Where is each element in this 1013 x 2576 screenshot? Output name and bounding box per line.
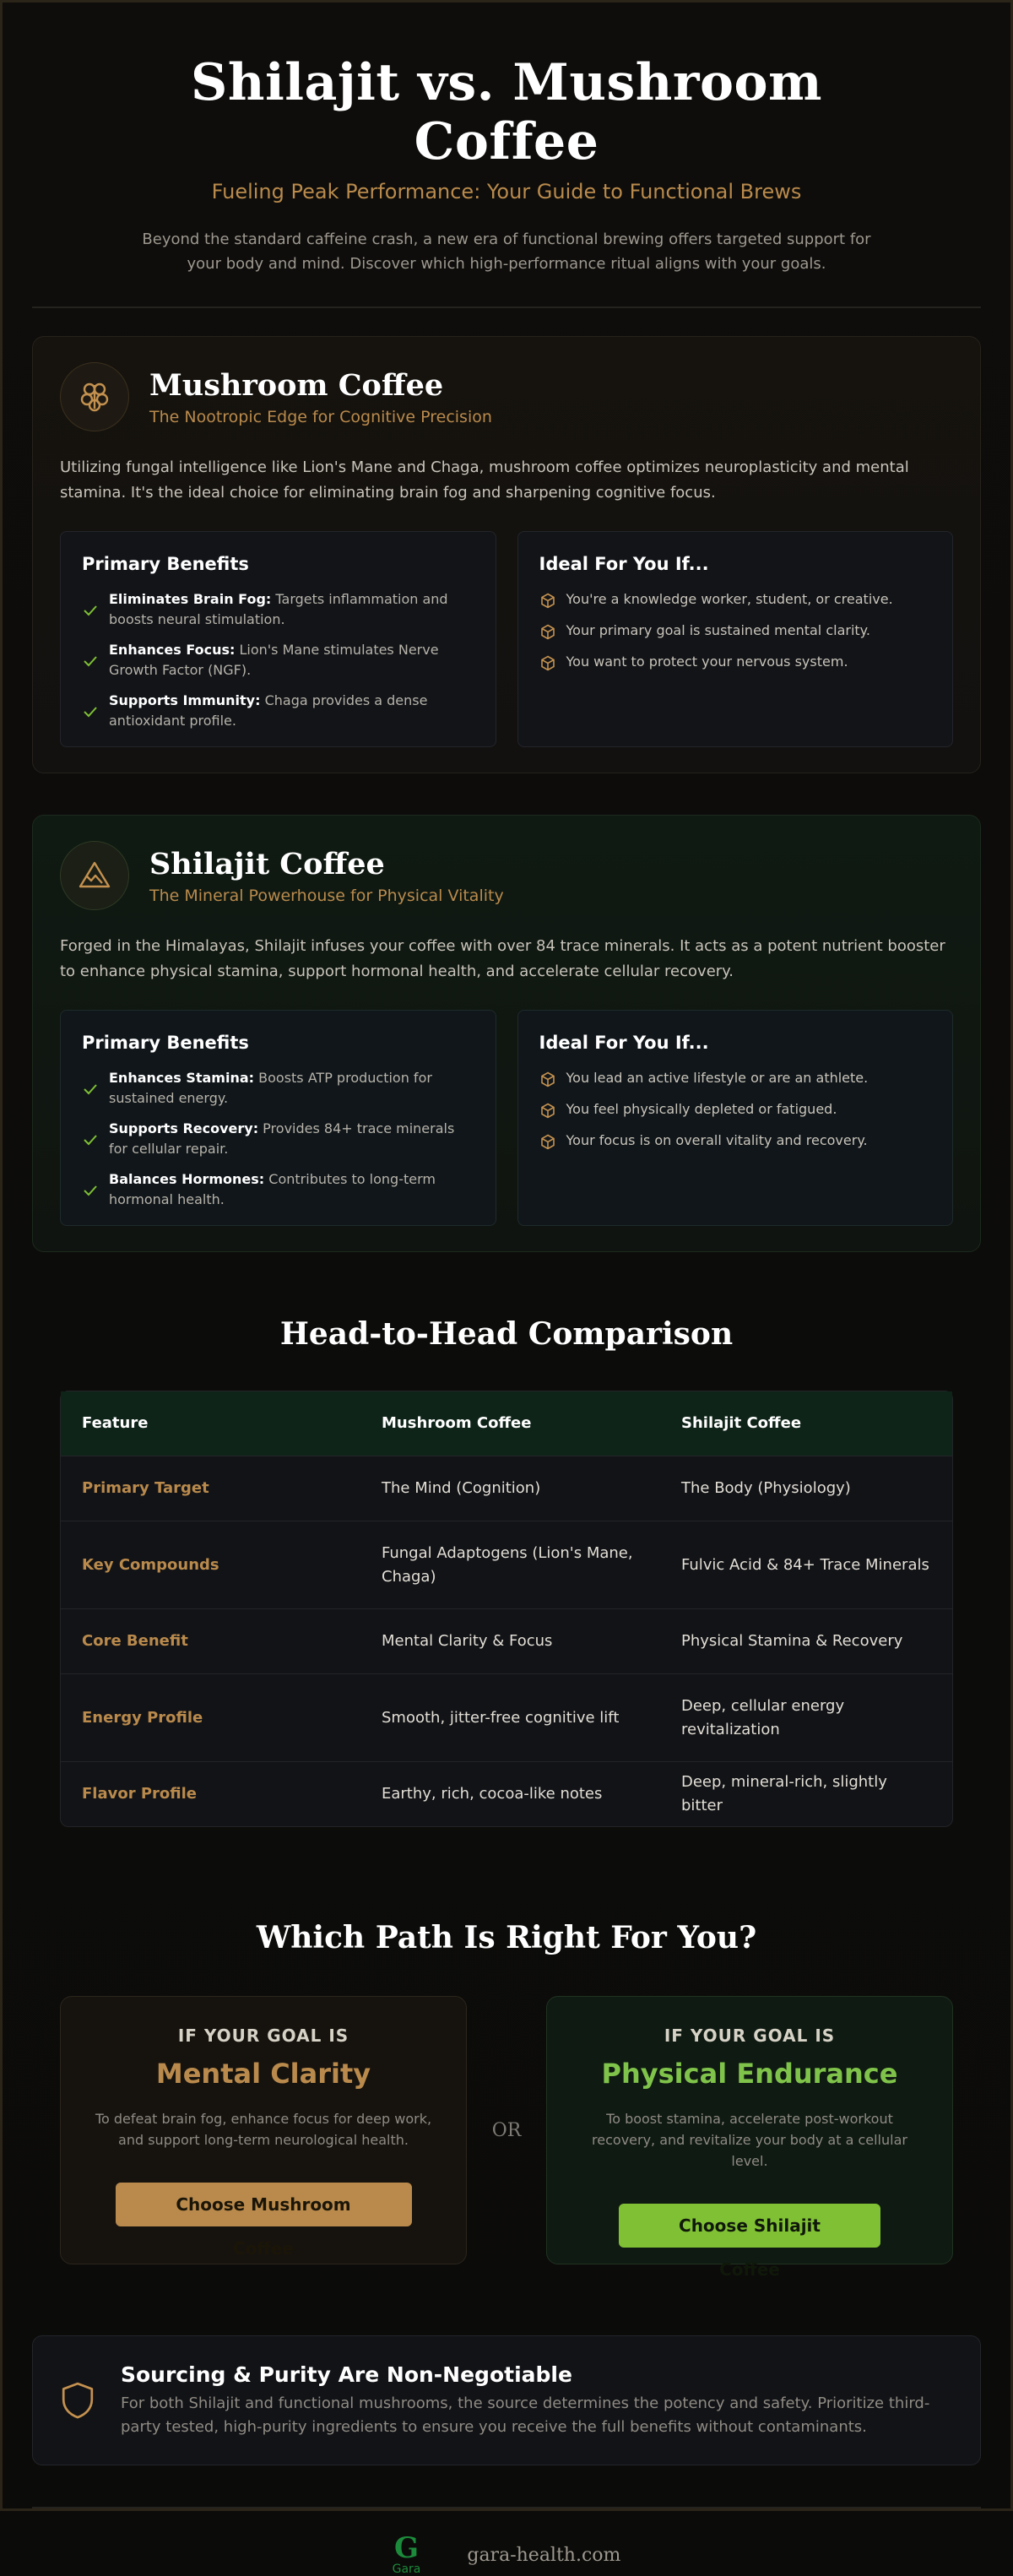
goal-description: To defeat brain fog, enhance focus for deep work, and support long-term neurological health. [95,2111,432,2148]
sourcing-text: For both Shilajit and functional mushrooms, the source determines the potency and safety. Prioritize third-party tested, high-purity ingredients to ensure you receive the full benefits without contaminants. [121,2394,930,2436]
check-icon [82,642,99,681]
ideal-item [539,1068,932,1088]
path-title: Which Path Is Right For You? [256,1920,757,1955]
brain-icon [60,362,129,431]
mushroom-cell: Fungal Adaptogens (Lion's Mane, Chaga) [382,1543,633,1586]
hero-header [3,3,1010,306]
benefit-item [82,1068,474,1109]
feature-cell: Energy Profile [82,1708,203,1727]
benefit-label: Eliminates Brain Fog: [109,591,272,607]
table-header-row [61,1391,952,1456]
sourcing-callout [32,2335,981,2465]
mushroom-cell: Mental Clarity & Focus [382,1632,553,1650]
feature-cell: Key Compounds [82,1555,219,1574]
footer [3,2531,1010,2576]
check-icon [82,1120,99,1159]
ideal-text: You feel physically depleted or fatigued. [566,1101,837,1117]
sourcing-title: Sourcing & Purity Are Non-Negotiable [121,2362,572,2387]
benefit-text: Contributes to long-term hormonal health. [109,1171,436,1207]
mushroom-description: Utilizing fungal intelligence like Lion's Mane and Chaga, mushroom coffee optimizes neuroplasticity and mental stamina. It's the ideal choice for eliminating brain fog and sharpening cognitive focus. [60,458,909,502]
ideal-text: You're a knowledge worker, student, or creative. [566,591,893,607]
comparison-title: Head-to-Head Comparison [279,1316,734,1352]
check-icon [82,591,99,630]
feature-cell: Flavor Profile [82,1785,198,1803]
goal-value: Physical Endurance [601,2058,898,2090]
site-link[interactable]: gara-health.com [467,2544,621,2566]
benefit-item [82,1119,474,1159]
benefit-item [82,1169,474,1210]
table-row [61,1761,952,1826]
cube-icon [539,1102,556,1120]
choose-mushroom-button[interactable]: Choose Mushroom Coffee [116,2183,412,2226]
goal-value: Mental Clarity [155,2058,371,2090]
benefits-heading: Primary Benefits [82,554,249,574]
ideal-item [539,589,932,610]
table-row [61,1608,952,1673]
shilajit-cell: Deep, mineral-rich, slightly bitter [681,1773,887,1814]
cube-icon [539,1133,556,1151]
header-divider [32,306,981,308]
benefit-text: Provides 84+ trace minerals for cellular repair. [109,1120,455,1157]
shilajit-cell: Fulvic Acid & 84+ Trace Minerals [681,1555,929,1574]
goal-description: To boost stamina, accelerate post-workout recovery, and revitalize your body at a cellular level. [592,2111,907,2169]
mushroom-coffee-card [32,336,981,773]
shilajit-title: Shilajit Coffee [149,846,385,881]
column-header: Mushroom Coffee [382,1414,532,1432]
benefit-label: Supports Recovery: [109,1120,259,1136]
ideal-item [539,1131,932,1151]
shilajit-tagline: The Mineral Powerhouse for Physical Vitality [149,886,504,905]
benefit-label: Supports Immunity: [109,692,261,708]
column-header: Feature [82,1414,149,1432]
shilajit-ideal-panel [517,1010,954,1226]
mountain-icon [60,841,129,910]
path-chooser [60,1996,953,2280]
table-row [61,1456,952,1521]
feature-cell: Core Benefit [82,1632,188,1650]
intro-text: Beyond the standard caffeine crash, a new era of functional brewing offers targeted support for your body and mind. Discover which high-performance ritual aligns with your goals. [142,230,871,273]
footer-divider [32,2507,981,2508]
benefit-item [82,640,474,681]
shilajit-path-card [546,1996,953,2280]
benefit-text: Chaga provides a dense antioxidant profile. [109,692,428,729]
shilajit-cell: Deep, cellular energy revitalization [681,1696,845,1738]
or-separator: OR [491,2119,522,2141]
ideal-text: Your focus is on overall vitality and recovery. [566,1132,868,1148]
choose-shilajit-button[interactable]: Choose Shilajit Coffee [619,2204,880,2248]
table-row [61,1521,952,1608]
cube-icon [539,592,556,610]
goal-eyebrow: IF YOUR GOAL IS [177,2026,349,2046]
ideal-item [539,652,932,672]
check-icon [82,692,99,731]
ideal-text: You want to protect your nervous system. [566,653,848,670]
shilajit-description: Forged in the Himalayas, Shilajit infuses your coffee with over 84 trace minerals. It acts as a potent nutrient booster to enhance physical stamina, support hormonal health, and accelerate cellular recovery. [60,937,945,980]
benefit-label: Balances Hormones: [109,1171,265,1187]
shilajit-coffee-card [32,815,981,1252]
comparison-table [60,1391,953,1827]
goal-eyebrow: IF YOUR GOAL IS [664,2026,836,2046]
table-row [61,1673,952,1761]
mushroom-tagline: The Nootropic Edge for Cognitive Precision [149,407,492,426]
shilajit-benefits-panel [60,1010,496,1226]
logo-name: Gara [392,2562,421,2576]
shield-icon [60,2381,95,2420]
ideal-item [539,1099,932,1120]
shilajit-cell: The Body (Physiology) [681,1479,851,1497]
feature-cell: Primary Target [82,1479,209,1497]
page-subtitle: Fueling Peak Performance: Your Guide to Functional Brews [211,180,802,203]
check-icon [82,1171,99,1210]
shilajit-cell: Physical Stamina & Recovery [681,1632,903,1650]
benefit-text: Boosts ATP production for sustained energy. [109,1070,432,1106]
mushroom-benefits-panel [60,531,496,747]
ideal-heading: Ideal For You If... [539,1033,709,1053]
mushroom-cell: Earthy, rich, cocoa-like notes [382,1785,603,1803]
cube-icon [539,623,556,641]
mushroom-ideal-panel [517,531,954,747]
column-header: Shilajit Coffee [681,1414,802,1432]
gara-logo[interactable] [392,2531,421,2576]
benefit-label: Enhances Focus: [109,642,236,658]
benefit-label: Enhances Stamina: [109,1070,255,1086]
mushroom-title: Mushroom Coffee [149,367,444,403]
ideal-text: Your primary goal is sustained mental clarity. [566,622,870,638]
ideal-item [539,621,932,641]
check-icon [82,1070,99,1109]
benefit-text: Lion's Mane stimulates Nerve Growth Factor (NGF). [109,642,439,678]
mushroom-cell: The Mind (Cognition) [382,1479,541,1497]
mushroom-path-card [60,1996,467,2264]
cube-icon [539,654,556,672]
cube-icon [539,1071,556,1088]
benefit-item [82,589,474,630]
benefits-heading: Primary Benefits [82,1033,249,1053]
shilajit-card-header [60,841,953,910]
ideal-text: You lead an active lifestyle or are an athlete. [566,1070,869,1086]
benefit-item [82,691,474,731]
mushroom-cell: Smooth, jitter-free cognitive lift [382,1708,620,1727]
benefit-text: Targets inflammation and boosts neural stimulation. [109,591,448,627]
logo-mark: G [393,2531,419,2565]
page-title: Shilajit vs. Mushroom Coffee [190,53,823,171]
ideal-heading: Ideal For You If... [539,554,709,574]
mushroom-card-header [60,362,953,431]
